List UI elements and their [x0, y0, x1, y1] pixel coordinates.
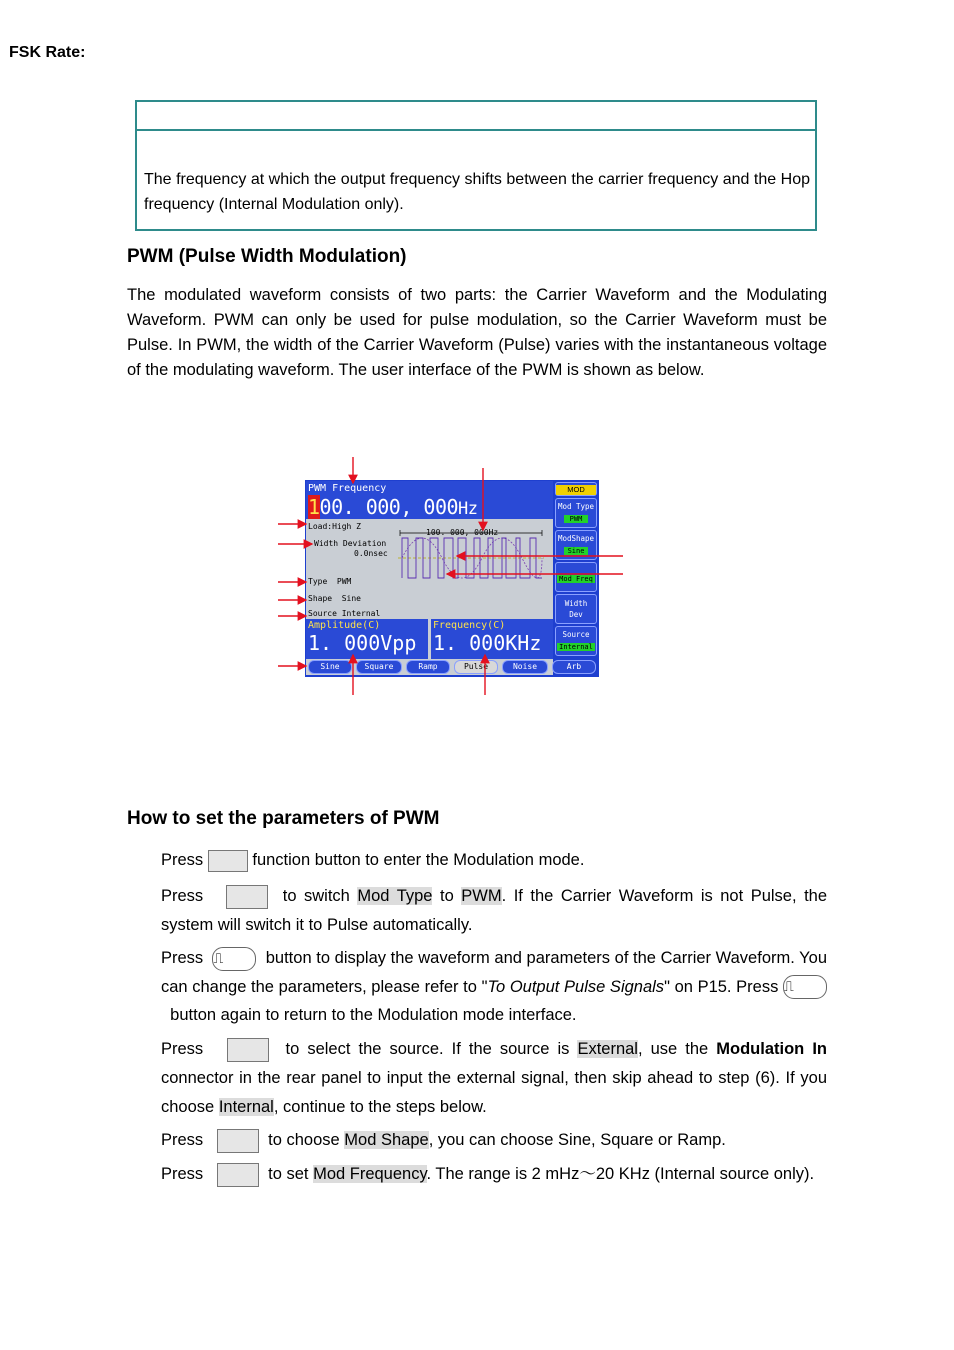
note-text: The frequency at which the output frequency shifts between the carrier frequency and the Hop frequency (Internal Modulation only). — [144, 171, 810, 213]
step-2-press: Press — [161, 887, 204, 905]
step-3-d: button again to return to the Modulation mode interface. — [170, 1006, 577, 1024]
tab-pulse[interactable]: Pulse — [454, 660, 498, 674]
step-3 — [161, 944, 827, 1030]
mod-type-value: PWM — [564, 515, 588, 523]
step-2-mod-type: Mod Type — [357, 887, 433, 905]
type-label: Type — [308, 577, 328, 586]
step-6-a: to set — [268, 1165, 309, 1183]
step-4-modulation-in: Modulation In — [716, 1040, 827, 1058]
pwm-intro-paragraph: The modulated waveform consists of two parts: the Carrier Waveform and the Modulating Waveform. PWM can only be used for pulse modulation, so the Carrier Waveform must be Pulse. In PWM, the width of the Carrier Waveform (Pulse) varies with the instantaneous voltage of the modulating waveform. The user interface of the PWM is shown as below. — [127, 286, 827, 379]
source-label: Source — [308, 609, 337, 618]
mod-shape-value: Sine — [564, 547, 588, 555]
step-4-press: Press — [161, 1040, 204, 1058]
width-dev-label-1: Width — [564, 599, 588, 608]
softkey-mod-freq[interactable] — [217, 1163, 259, 1187]
step-5-a: to choose — [268, 1131, 340, 1149]
step-2-a: to switch — [282, 887, 350, 905]
step-3-press: Press — [161, 949, 204, 967]
tab-square[interactable]: Square — [356, 660, 402, 674]
shape-value: Sine — [341, 594, 361, 603]
section-heading-how-to: How to set the parameters of PWM — [127, 808, 440, 829]
step-4-a: to select the source. If the source is — [285, 1040, 570, 1058]
step-6-mod-frequency: Mod Frequency — [313, 1165, 427, 1183]
mod-function-button[interactable] — [208, 850, 248, 872]
shape-label: Shape — [308, 594, 333, 603]
pulse-button[interactable] — [212, 947, 256, 971]
screen-title-label: PWM Frequency — [308, 483, 387, 494]
tab-noise[interactable]: Noise — [502, 660, 548, 674]
mod-freq-label: Mod Freq — [557, 575, 595, 583]
load-param: Load:High Z — [308, 522, 361, 531]
width-dev-label-2: Dev — [569, 610, 583, 619]
step-4-g: , continue to the steps below. — [273, 1098, 487, 1116]
side-source-label: Source — [562, 630, 590, 639]
source-value: Internal — [341, 609, 381, 618]
step-2-pwm: PWM — [461, 887, 502, 905]
waveform-frequency-label: 100. 000, 000Hz — [426, 528, 499, 537]
amplitude-title: Amplitude(C) — [308, 620, 381, 631]
pulse-icon: ⎍ — [213, 949, 224, 966]
step-3-c: " on P15. Press — [664, 977, 779, 996]
step-6-c: . The range is 2 mHz～20 KHz (Internal source only). — [426, 1165, 815, 1183]
tab-ramp[interactable]: Ramp — [406, 660, 450, 674]
frequency-digits: 00. 000, 000 — [319, 495, 459, 519]
step-3-a: button to display the waveform and parameters of the Carrier Waveform. You can change the parameters, please refer to " — [161, 949, 828, 996]
mod-shape-label: ModShape — [557, 534, 595, 543]
callout-arrows — [270, 455, 640, 700]
step-2-e: . If the Carrier Waveform is not Pulse, the system will switch it to Pulse automatically. — [161, 887, 828, 934]
step-2 — [161, 882, 827, 940]
note-header-bar — [137, 102, 815, 131]
frequency-cursor-digit: 1 — [308, 495, 320, 519]
step-5 — [161, 1126, 827, 1155]
step-1-press: Press — [161, 851, 204, 869]
tab-sine[interactable]: Sine — [308, 660, 352, 674]
step-5-mod-shape: Mod Shape — [344, 1131, 429, 1149]
tab-arb[interactable]: Arb — [552, 660, 596, 674]
section-heading-pwm: PWM (Pulse Width Modulation) — [127, 246, 407, 267]
step-1 — [161, 848, 827, 873]
width-deviation-label: Width Deviation — [314, 539, 387, 548]
side-mod-label: MOD — [556, 485, 596, 495]
step-4 — [161, 1035, 827, 1122]
step-4-e: connector in the rear panel to input the external signal, then skip ahead to step (6). If you choose — [161, 1069, 827, 1116]
softkey-mod-type[interactable] — [226, 885, 268, 909]
frequency-unit: Hz — [458, 499, 478, 519]
step-3-ref: To Output Pulse Signals — [487, 977, 665, 996]
step-6 — [161, 1160, 827, 1189]
pulse-icon-2: ⎍ — [784, 978, 794, 995]
step-2-c: to — [440, 887, 454, 905]
side-source-value: Internal — [557, 643, 595, 651]
step-5-press: Press — [161, 1131, 204, 1149]
amplitude-value: 1. 000Vpp — [308, 631, 417, 655]
frequency-value: 1. 000KHz — [433, 631, 542, 655]
type-value: PWM — [336, 577, 352, 586]
step-6-press: Press — [161, 1165, 204, 1183]
mod-type-label: Mod Type — [557, 502, 595, 511]
step-5-c: , you can choose Sine, Square or Ramp. — [428, 1131, 726, 1149]
width-deviation-value: 0.0nsec — [354, 549, 388, 558]
step-1-text: function button to enter the Modulation mode. — [252, 851, 585, 869]
step-4-external: External — [577, 1040, 638, 1058]
frequency-title: Frequency(C) — [433, 620, 506, 631]
step-4-c: , use the — [637, 1040, 709, 1058]
step-4-internal: Internal — [218, 1098, 274, 1116]
note-title: FSK Rate: — [9, 44, 86, 61]
softkey-source[interactable] — [227, 1038, 269, 1062]
softkey-mod-shape[interactable] — [217, 1129, 259, 1153]
pulse-button-2[interactable] — [783, 975, 827, 999]
